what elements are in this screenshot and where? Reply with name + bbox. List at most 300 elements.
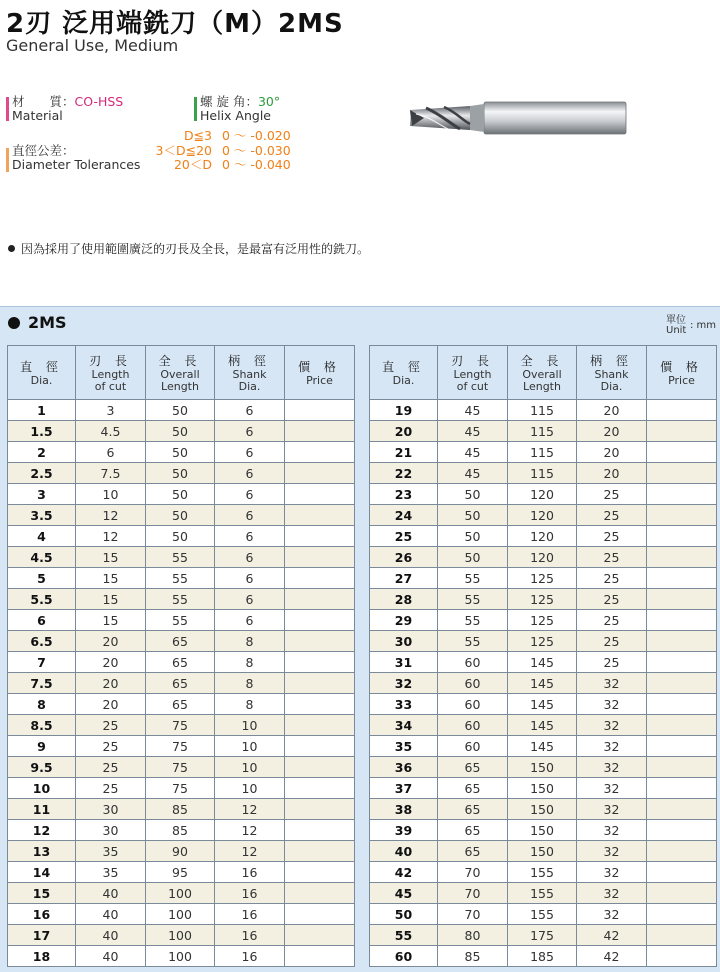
unit-label-zh: 單位 [666,315,686,326]
table-cell: 10 [215,736,285,757]
table-row [370,505,717,526]
table-row [8,526,355,547]
table-cell: 8 [8,694,76,715]
column-header [76,346,146,400]
table-cell: 5.5 [8,589,76,610]
table-cell: 20 [577,442,647,463]
table-row [8,694,355,715]
table-row [8,841,355,862]
column-header [577,346,647,400]
table-cell: 6 [215,400,285,421]
table-cell: 15 [76,610,146,631]
price-cell [285,925,355,946]
table-cell: 100 [146,925,215,946]
price-cell [647,778,717,799]
table-cell: 150 [508,820,577,841]
table-cell: 11 [8,799,76,820]
end-mill-image [404,100,630,136]
table-cell: 150 [508,841,577,862]
table-cell: 30 [76,799,146,820]
table-cell: 155 [508,904,577,925]
price-cell [647,652,717,673]
table-cell: 10 [8,778,76,799]
price-cell [285,589,355,610]
table-cell: 50 [146,484,215,505]
table-cell: 39 [370,820,438,841]
table-row [8,715,355,736]
table-cell: 5 [8,568,76,589]
column-header-en: of cut [456,380,489,393]
table-row [8,673,355,694]
table-cell: 60 [438,652,508,673]
column-header-en: Length [91,368,130,381]
table-cell: 65 [146,673,215,694]
table-cell: 28 [370,589,438,610]
table-cell: 75 [146,778,215,799]
table-row [370,631,717,652]
price-cell [285,841,355,862]
table-row [370,568,717,589]
table-row [8,631,355,652]
table-cell: 8 [215,652,285,673]
table-cell: 12 [76,526,146,547]
table-cell: 60 [438,673,508,694]
column-header-zh: 價 格 [298,360,341,374]
column-header [8,346,76,400]
price-cell [285,547,355,568]
table-cell: 32 [577,883,647,904]
table-cell: 3.5 [8,505,76,526]
table-cell: 50 [438,526,508,547]
table-cell: 85 [438,946,508,967]
price-cell [285,862,355,883]
table-cell: 42 [370,862,438,883]
column-header [146,346,215,400]
table-cell: 1 [8,400,76,421]
material-marker [6,97,9,121]
table-cell: 25 [577,631,647,652]
table-cell: 15 [8,883,76,904]
table-cell: 8 [215,673,285,694]
table-cell: 4 [8,526,76,547]
price-cell [647,400,717,421]
table-cell: 175 [508,925,577,946]
table-cell: 17 [8,925,76,946]
column-header-zh: 直 徑 [382,360,425,374]
column-header-zh: 全 長 [158,354,202,368]
table-row [370,547,717,568]
table-cell: 155 [508,883,577,904]
table-cell: 36 [370,757,438,778]
table-cell: 12 [215,799,285,820]
table-cell: 32 [370,673,438,694]
table-cell: 50 [438,484,508,505]
table-cell: 16 [215,883,285,904]
table-cell: 75 [146,757,215,778]
table-cell: 125 [508,589,577,610]
table-cell: 32 [577,736,647,757]
table-cell: 125 [508,610,577,631]
table-cell: 35 [370,736,438,757]
column-header-zh: 直 徑 [20,360,63,374]
table-cell: 6 [215,505,285,526]
column-header [438,346,508,400]
tolerance-condition: 20＜D [173,157,212,172]
table-cell: 38 [370,799,438,820]
column-header [370,346,438,400]
tolerance-marker [6,148,9,172]
table-cell: 150 [508,757,577,778]
table-cell: 50 [146,400,215,421]
price-cell [285,799,355,820]
table-row [370,946,717,967]
table-cell: 35 [76,862,146,883]
table-cell: 45 [370,883,438,904]
helix-value: 30° [257,94,281,109]
tolerance-spec [6,129,306,175]
table-cell: 125 [508,631,577,652]
column-header-en: Shank [594,368,629,381]
table-row [370,463,717,484]
table-cell: 30 [370,631,438,652]
series-label: 2MS [28,313,67,332]
bullet-icon [8,245,15,252]
table-cell: 12 [8,820,76,841]
helix-marker [194,97,197,121]
table-cell: 16 [8,904,76,925]
table-cell: 25 [76,736,146,757]
table-cell: 55 [370,925,438,946]
table-cell: 19 [370,400,438,421]
table-cell: 85 [146,820,215,841]
column-header-zh: 柄 徑 [228,354,271,368]
table-cell: 50 [438,547,508,568]
table-row [8,946,355,967]
price-cell [285,400,355,421]
table-row [8,610,355,631]
price-cell [647,673,717,694]
description-note [8,240,369,257]
table-cell: 32 [577,862,647,883]
table-cell: 10 [76,484,146,505]
table-cell: 145 [508,673,577,694]
table-cell: 42 [577,925,647,946]
table-body-right [370,400,717,967]
price-cell [647,799,717,820]
table-cell: 145 [508,694,577,715]
table-cell: 6 [215,526,285,547]
page-subtitle: General Use, Medium [6,36,179,55]
tolerance-value: 0 ～ -0.020 [222,128,291,143]
table-cell: 45 [438,421,508,442]
table-cell: 45 [438,400,508,421]
table-cell: 70 [438,904,508,925]
unit-note [666,315,717,336]
price-cell [647,547,717,568]
column-header [508,346,577,400]
table-cell: 25 [76,715,146,736]
price-cell [285,757,355,778]
price-cell [285,463,355,484]
table-cell: 2 [8,442,76,463]
table-row [8,421,355,442]
table-cell: 25 [370,526,438,547]
price-cell [647,631,717,652]
price-cell [647,862,717,883]
price-cell [285,568,355,589]
table-cell: 50 [370,904,438,925]
table-cell: 7 [8,652,76,673]
table-cell: 6 [215,547,285,568]
price-cell [647,883,717,904]
table-cell: 2.5 [8,463,76,484]
table-cell: 3 [8,484,76,505]
price-cell [647,694,717,715]
table-cell: 32 [577,694,647,715]
price-cell [647,484,717,505]
table-row [370,652,717,673]
table-cell: 50 [146,505,215,526]
column-header-en: Overall [522,368,562,381]
table-cell: 50 [146,526,215,547]
table-cell: 20 [577,400,647,421]
table-cell: 16 [215,904,285,925]
table-cell: 120 [508,526,577,547]
table-cell: 20 [76,694,146,715]
table-cell: 29 [370,610,438,631]
price-cell [647,904,717,925]
column-header-en: Length [453,368,492,381]
table-row [8,589,355,610]
table-cell: 32 [577,799,647,820]
table-cell: 25 [577,526,647,547]
table-cell: 26 [370,547,438,568]
table-cell: 32 [577,904,647,925]
table-cell: 150 [508,778,577,799]
table-body-left [8,400,355,967]
table-cell: 45 [438,463,508,484]
table-row [370,925,717,946]
table-cell: 55 [438,631,508,652]
table-row [370,715,717,736]
helix-label-zh: 螺 旋 角： [200,94,258,109]
table-cell: 20 [577,463,647,484]
table-cell: 155 [508,862,577,883]
column-header-en: Dia. [238,380,261,393]
table-cell: 6 [215,610,285,631]
price-cell [285,484,355,505]
table-cell: 55 [146,568,215,589]
price-cell [647,820,717,841]
price-cell [285,505,355,526]
tolerance-value: 0 ～ -0.030 [222,143,291,158]
table-cell: 25 [577,568,647,589]
table-cell: 75 [146,715,215,736]
table-row [8,442,355,463]
price-cell [285,652,355,673]
table-cell: 10 [215,778,285,799]
table-cell: 25 [577,505,647,526]
table-cell: 25 [76,778,146,799]
table-cell: 50 [146,463,215,484]
price-cell [285,442,355,463]
table-cell: 60 [438,736,508,757]
table-cell: 115 [508,442,577,463]
table-cell: 145 [508,652,577,673]
price-cell [285,736,355,757]
table-cell: 12 [76,505,146,526]
price-cell [647,442,717,463]
table-cell: 65 [146,631,215,652]
table-row [370,862,717,883]
table-cell: 27 [370,568,438,589]
price-cell [285,673,355,694]
table-cell: 32 [577,778,647,799]
table-row [8,904,355,925]
tolerance-value: 0 ～ -0.040 [222,157,291,172]
table-cell: 8 [215,694,285,715]
price-cell [285,778,355,799]
table-cell: 8.5 [8,715,76,736]
table-cell: 185 [508,946,577,967]
table-cell: 55 [146,610,215,631]
table-cell: 32 [577,757,647,778]
table-cell: 25 [577,589,647,610]
material-label-en: Material [12,108,63,123]
price-cell [285,883,355,904]
price-cell [285,421,355,442]
table-cell: 25 [577,547,647,568]
table-cell: 13 [8,841,76,862]
table-row [370,442,717,463]
table-cell: 145 [508,715,577,736]
table-row [8,883,355,904]
table-cell: 65 [146,652,215,673]
table-row [8,484,355,505]
price-cell [647,505,717,526]
table-cell: 40 [76,904,146,925]
table-cell: 65 [438,841,508,862]
table-row [370,400,717,421]
table-cell: 14 [8,862,76,883]
table-cell: 3 [76,400,146,421]
table-cell: 60 [438,694,508,715]
table-cell: 55 [146,589,215,610]
table-cell: 18 [8,946,76,967]
table-cell: 25 [577,484,647,505]
table-cell: 16 [215,946,285,967]
price-cell [647,925,717,946]
price-cell [285,694,355,715]
table-cell: 9.5 [8,757,76,778]
table-cell: 35 [76,841,146,862]
table-cell: 25 [76,757,146,778]
table-row [370,673,717,694]
table-row [8,757,355,778]
table-header-row [8,346,355,400]
table-cell: 12 [215,841,285,862]
table-row [8,568,355,589]
price-cell [647,715,717,736]
table-header-row [370,346,717,400]
helix-spec [194,95,280,123]
column-header-en: Dia. [600,380,623,393]
table-cell: 75 [146,736,215,757]
table-cell: 6 [215,589,285,610]
table-cell: 125 [508,568,577,589]
table-cell: 120 [508,484,577,505]
table-cell: 40 [76,946,146,967]
helix-label-en: Helix Angle [200,108,271,123]
column-header-en: Price [306,374,333,387]
table-row [370,421,717,442]
column-header-zh: 柄 徑 [590,354,633,368]
table-row [8,736,355,757]
column-header-en: Price [668,374,695,387]
table-cell: 120 [508,547,577,568]
price-cell [647,757,717,778]
table-cell: 150 [508,799,577,820]
table-row [8,547,355,568]
tolerance-condition: D≦3 [183,128,212,143]
table-cell: 60 [370,946,438,967]
column-header-zh: 全 長 [520,354,564,368]
tolerance-condition: 3＜D≦20 [155,143,212,158]
table-row [370,526,717,547]
column-header-en: Dia. [30,374,53,387]
column-header-zh: 刃 長 [451,354,494,368]
price-cell [647,946,717,967]
price-cell [647,568,717,589]
table-cell: 6 [215,421,285,442]
column-header-zh: 價 格 [660,360,703,374]
column-header [647,346,717,400]
table-row [370,799,717,820]
table-row [8,505,355,526]
table-cell: 80 [438,925,508,946]
table-row [370,883,717,904]
table-row [8,820,355,841]
table-row [370,484,717,505]
table-cell: 65 [438,757,508,778]
price-cell [285,820,355,841]
price-cell [285,715,355,736]
column-header-en: Length [161,380,199,393]
table-row [8,778,355,799]
table-row [8,799,355,820]
column-header [215,346,285,400]
material-spec [6,95,123,123]
series-heading [8,313,67,332]
unit-label-en: Unit [666,325,687,336]
table-cell: 8 [215,631,285,652]
table-row [8,925,355,946]
table-cell: 55 [438,589,508,610]
table-cell: 4.5 [76,421,146,442]
table-cell: 6 [8,610,76,631]
table-cell: 40 [76,925,146,946]
price-cell [285,526,355,547]
table-cell: 15 [76,568,146,589]
column-header [285,346,355,400]
page-title: 2刃 泛用端銑刀（M）2MS [6,9,344,39]
tolerance-label-en: Diameter Tolerances [12,157,141,172]
table-cell: 50 [146,442,215,463]
table-cell: 20 [76,631,146,652]
table-cell: 9 [8,736,76,757]
table-cell: 115 [508,421,577,442]
table-cell: 15 [76,547,146,568]
